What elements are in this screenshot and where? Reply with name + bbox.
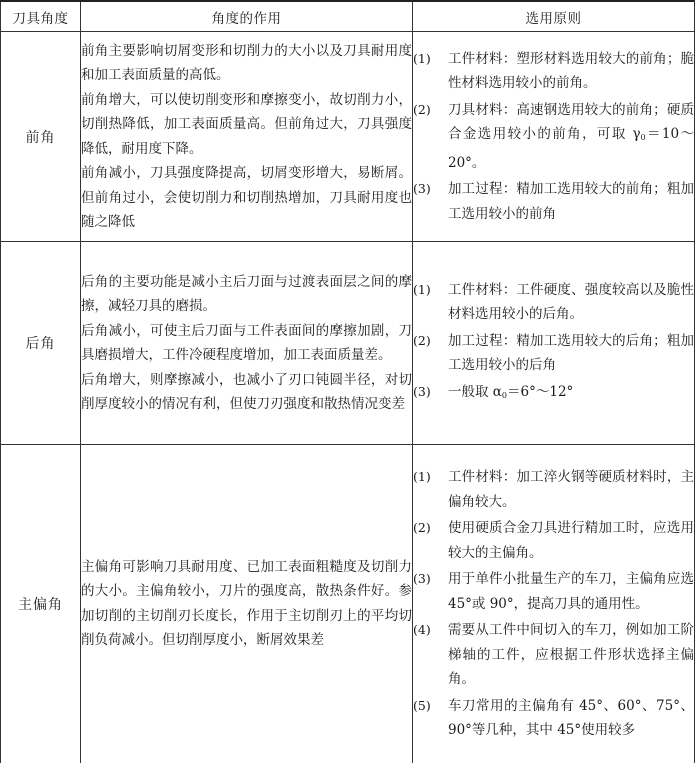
- item-text: 加工过程：精加工选用较大的后角；粗加工选用较小的后角: [448, 332, 694, 374]
- list-item: [413, 329, 694, 378]
- effect-paragraph: 后角增大，则摩擦减小，也减小了刃口钝圆半径，对切削厚度较小的情况有利，但使刀刃强度和散热情况变差: [81, 371, 412, 412]
- header-angle-effect: 角度的作用: [81, 1, 413, 32]
- item-number: (1): [413, 50, 431, 66]
- item-text-main: 一般取 α: [448, 383, 502, 400]
- table-row: [1, 32, 695, 242]
- item-text-tail: ＝6°～12°: [507, 383, 574, 400]
- list-item: [413, 278, 694, 327]
- item-number: (2): [413, 332, 431, 348]
- effect-paragraph: 主偏角可影响刀具耐用度、已加工表面粗糙度及切削力的大小。主偏角较小，刀片的强度高，散热条件好。参加切削的主切削刃长度长，作用于主切削刃上的平均切削负荷减小。但切削厚度小，断屑效果差: [81, 558, 412, 649]
- item-text-tail: ＝10～20°。: [448, 126, 694, 171]
- list-item: [413, 177, 694, 226]
- table-row: [1, 445, 695, 763]
- effect-paragraph: 前角增大，可以使切削变形和摩擦变小，故切削力小，切削热降低，加工表面质量高。但前角过大，刀具强度降低，耐用度下降。: [81, 91, 412, 157]
- item-number: (1): [413, 281, 431, 297]
- item-text: 加工过程：精加工选用较大的前角；粗加工选用较小的前角: [448, 181, 694, 222]
- item-text: 工件材料：加工淬火钢等硬质材料时，主偏角较大。: [448, 469, 694, 510]
- angle-effect-cell: [81, 32, 413, 242]
- item-number: (5): [413, 697, 431, 713]
- list-item: [413, 47, 694, 96]
- list-item: [413, 618, 694, 692]
- item-text: [448, 98, 694, 176]
- angle-name: 主偏角: [1, 445, 81, 763]
- table-header-row: [1, 1, 695, 32]
- list-item: [413, 694, 694, 743]
- item-text: 工件材料：工件硬度、强度较高以及脆性材料选用较小的后角。: [448, 281, 694, 323]
- item-number: (2): [413, 101, 431, 117]
- effect-paragraph: 前角减小，刀具强度降提高，切屑变形增大，易断屑。但前角过小，会使切削力和切削热增加，刀具耐用度也随之降低: [81, 165, 412, 230]
- item-text-main: 刀具材料：高速钢选用较大的前角；硬质合金选用较小的前角，可取 γ: [448, 101, 694, 143]
- angle-effect-cell: [81, 242, 413, 445]
- item-number: (4): [413, 622, 431, 637]
- effect-paragraph: 前角主要影响切屑变形和切削力的大小以及刀具耐用度和加工表面质量的高低。: [81, 42, 412, 83]
- item-text: 车刀常用的主偏角有 45°、60°、75°、90°等几种，其中 45°使用较多: [448, 697, 694, 738]
- selection-principle-cell: [413, 242, 695, 445]
- list-item: [413, 380, 694, 409]
- item-number: (3): [413, 181, 431, 197]
- subscript: 0: [640, 133, 646, 143]
- header-tool-angle: 刀具角度: [1, 1, 81, 32]
- item-text: 用于单件小批量生产的车刀，主偏角应选 45°或 90°，提高刀具的通用性。: [448, 571, 694, 612]
- selection-principle-cell: [413, 445, 695, 763]
- subscript: 0: [501, 390, 508, 400]
- list-item: [413, 516, 694, 565]
- selection-principle-cell: [413, 32, 695, 242]
- list-item: [413, 567, 694, 616]
- table-row: [1, 242, 695, 445]
- angle-name: 后角: [1, 242, 81, 445]
- header-selection-principle: 选用原则: [413, 1, 695, 32]
- effect-paragraph: 后角减小，可使主后刀面与工件表面间的摩擦加剧，刀具磨损增大，工件冷硬程度增加，加工表面质量差。: [81, 322, 412, 363]
- item-text: 工件材料：塑形材料选用较大的前角；脆性材料选用较小的前角。: [448, 50, 694, 92]
- list-item: [413, 465, 694, 514]
- item-text: 使用硬质合金刀具进行精加工时，应选用较大的主偏角。: [448, 520, 694, 561]
- effect-paragraph: 后角的主要功能是减小主后刀面与过渡表面层之间的摩擦，减轻刀具的磨损。: [81, 273, 412, 314]
- item-number: (3): [413, 571, 431, 586]
- angle-name: 前角: [1, 32, 81, 242]
- item-text: [448, 380, 694, 409]
- item-number: (2): [413, 520, 431, 535]
- list-item: [413, 98, 694, 176]
- angle-effect-cell: [81, 445, 413, 763]
- item-number: (3): [413, 383, 431, 399]
- item-number: (1): [413, 469, 431, 484]
- item-text: 需要从工件中间切入的车刀，例如加工阶梯轴的工件，应根据工件形状选择主偏角。: [448, 622, 694, 687]
